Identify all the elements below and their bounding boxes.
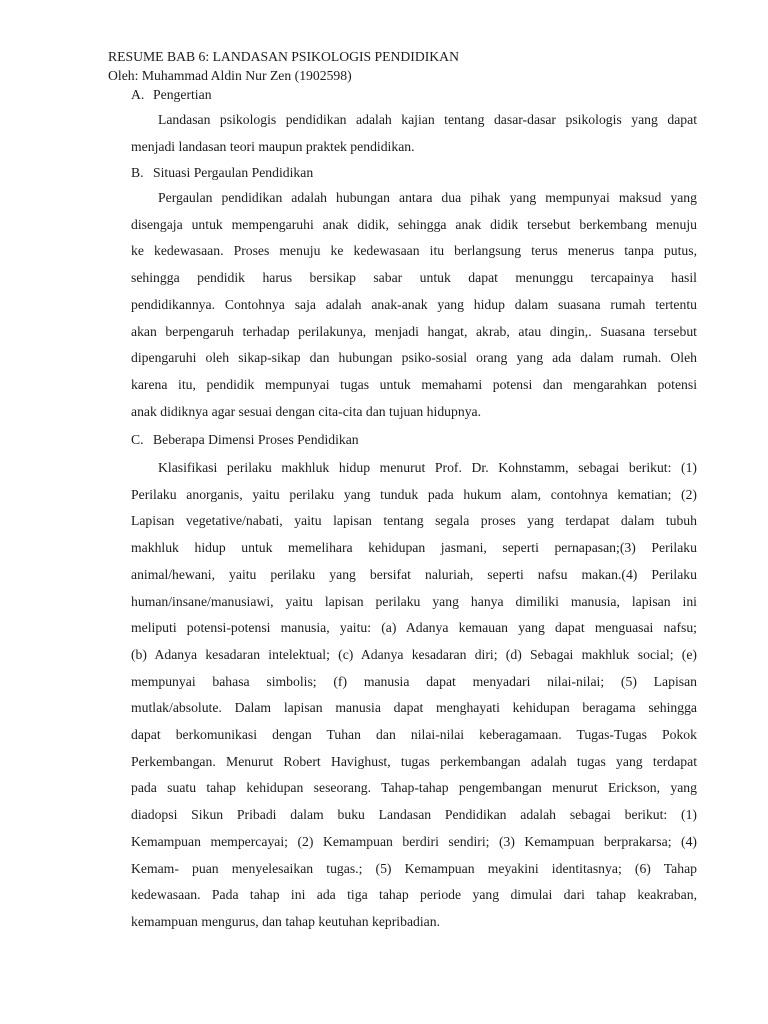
section-paragraph-b (131, 185, 697, 425)
paragraph-line: meliputi potensi-potensi manusia, yaitu: (a) Adanya kemauan yang dapat menguasai nafsu; (131, 620, 697, 636)
paragraph-line: dipengaruhi oleh sikap-sikap dan hubungan psiko-sosial orang yang ada dalam rumah. Oleh (131, 350, 697, 366)
paragraph-line: dapat berkomunikasi dengan Tuhan dan nilai-nilai keberagamaan. Tugas-Tugas Pokok (131, 727, 697, 743)
paragraph-line: makhluk hidup untuk memelihara kehidupan jasmani, seperti pernapasan;(3) Perilaku (131, 540, 697, 556)
paragraph-line: Kemampuan mempercayai; (2) Kemampuan berdiri sendiri; (3) Kemampuan berprakarsa; (4) (131, 833, 697, 849)
section-heading-b (131, 163, 313, 183)
paragraph-line: ke kedewasaan. Proses menuju ke kedewasaan itu berlangsung terus menerus tanpa putus, (131, 243, 697, 259)
section-letter: C. (131, 432, 144, 447)
paragraph-line: Lapisan vegetative/nabati, yaitu lapisan tentang segala proses yang terdapat dalam tubuh (131, 513, 697, 529)
paragraph-line: human/insane/manusiawi, yaitu lapisan perilaku yang hanya dimiliki manusia, lapisan ini (131, 593, 697, 609)
paragraph-line: kedewasaan. Pada tahap ini ada tiga tahap periode yang dimulai dari tahap keakraban, (131, 887, 697, 903)
paragraph-line: sehingga pendidik harus bersikap sabar untuk dapat menunggu tercapainya hasil (131, 270, 697, 286)
paragraph-line: mutlak/absolute. Dalam lapisan manusia dapat menghayati kehidupan beragama sehingga (131, 700, 697, 716)
paragraph-line: Kemam- puan menyelesaikan tugas.; (5) Kemampuan meyakini identitasnya; (6) Tahap (131, 860, 697, 876)
paragraph-line: animal/hewani, yaitu perilaku yang bersifat naluriah, seperti nafsu makan.(4) Perilaku (131, 566, 697, 582)
author-line: Oleh: Muhammad Aldin Nur Zen (1902598) (108, 68, 352, 83)
paragraph-line: Klasifikasi perilaku makhluk hidup menurut Prof. Dr. Kohnstamm, sebagai berikut: (1) (158, 460, 697, 475)
paragraph-line: anak didiknya agar sesuai dengan cita-cita dan tujuan hidupnya. (131, 403, 482, 419)
section-paragraph-c (131, 455, 697, 936)
paragraph-line: akan berpengaruh terhadap perilakunya, menjadi hangat, akrab, atau dingin,. Suasana tersebut (131, 323, 697, 339)
paragraph-line: (b) Adanya kesadaran intelektual; (c) Adanya kesadaran diri; (d) Sebagai makhluk social; (e) (131, 646, 697, 662)
paragraph-line: pada suatu tahap kehidupan seseorang. Tahap-tahap pengembangan menurut Erickson, yang (131, 780, 697, 796)
document-title: RESUME BAB 6: LANDASAN PSIKOLOGIS PENDIDIKAN (108, 49, 459, 64)
paragraph-line: disengaja untuk mempengaruhi anak didik, sehingga anak didik tersebut berkembang menuju (131, 216, 697, 232)
section-heading-a (131, 85, 212, 105)
paragraph-line: pendidikannya. Contohnya saja adalah anak-anak yang hidup dalam suasana rumah tertentu (131, 296, 697, 312)
paragraph-line: Landasan psikologis pendidikan adalah kajian tentang dasar-dasar psikologis yang dapat (158, 112, 697, 127)
section-paragraph-a (131, 107, 697, 160)
paragraph-line: mempunyai bahasa simbolis; (f) manusia dapat menyadari nilai-nilai; (5) Lapisan (131, 673, 697, 689)
paragraph-line: karena itu, pendidik mempunyai tugas untuk memahami potensi dan mengarahkan potensi (131, 376, 697, 392)
section-title: Situasi Pergaulan Pendidikan (153, 165, 314, 180)
section-title: Beberapa Dimensi Proses Pendidikan (153, 432, 359, 447)
section-heading-c (131, 430, 359, 450)
paragraph-line: Perilaku anorganis, yaitu perilaku yang tunduk pada hukum alam, contohnya kematian; (2) (131, 486, 697, 502)
section-letter: A. (131, 87, 145, 102)
section-title: Pengertian (153, 87, 212, 102)
paragraph-line: Perkembangan. Menurut Robert Havighust, tugas perkembangan adalah tugas yang terdapat (131, 753, 697, 769)
document-header (108, 47, 459, 85)
paragraph-line: menjadi landasan teori maupun praktek pendidikan. (131, 138, 415, 154)
section-letter: B. (131, 165, 144, 180)
paragraph-line: Pergaulan pendidikan adalah hubungan antara dua pihak yang mempunyai maksud yang (158, 190, 697, 205)
paragraph-line: diadopsi Sikun Pribadi dalam buku Landasan Pendidikan adalah sebagai berikut: (1) (131, 807, 697, 823)
paragraph-line: kemampuan mengurus, dan tahap keutuhan kepribadian. (131, 913, 441, 929)
